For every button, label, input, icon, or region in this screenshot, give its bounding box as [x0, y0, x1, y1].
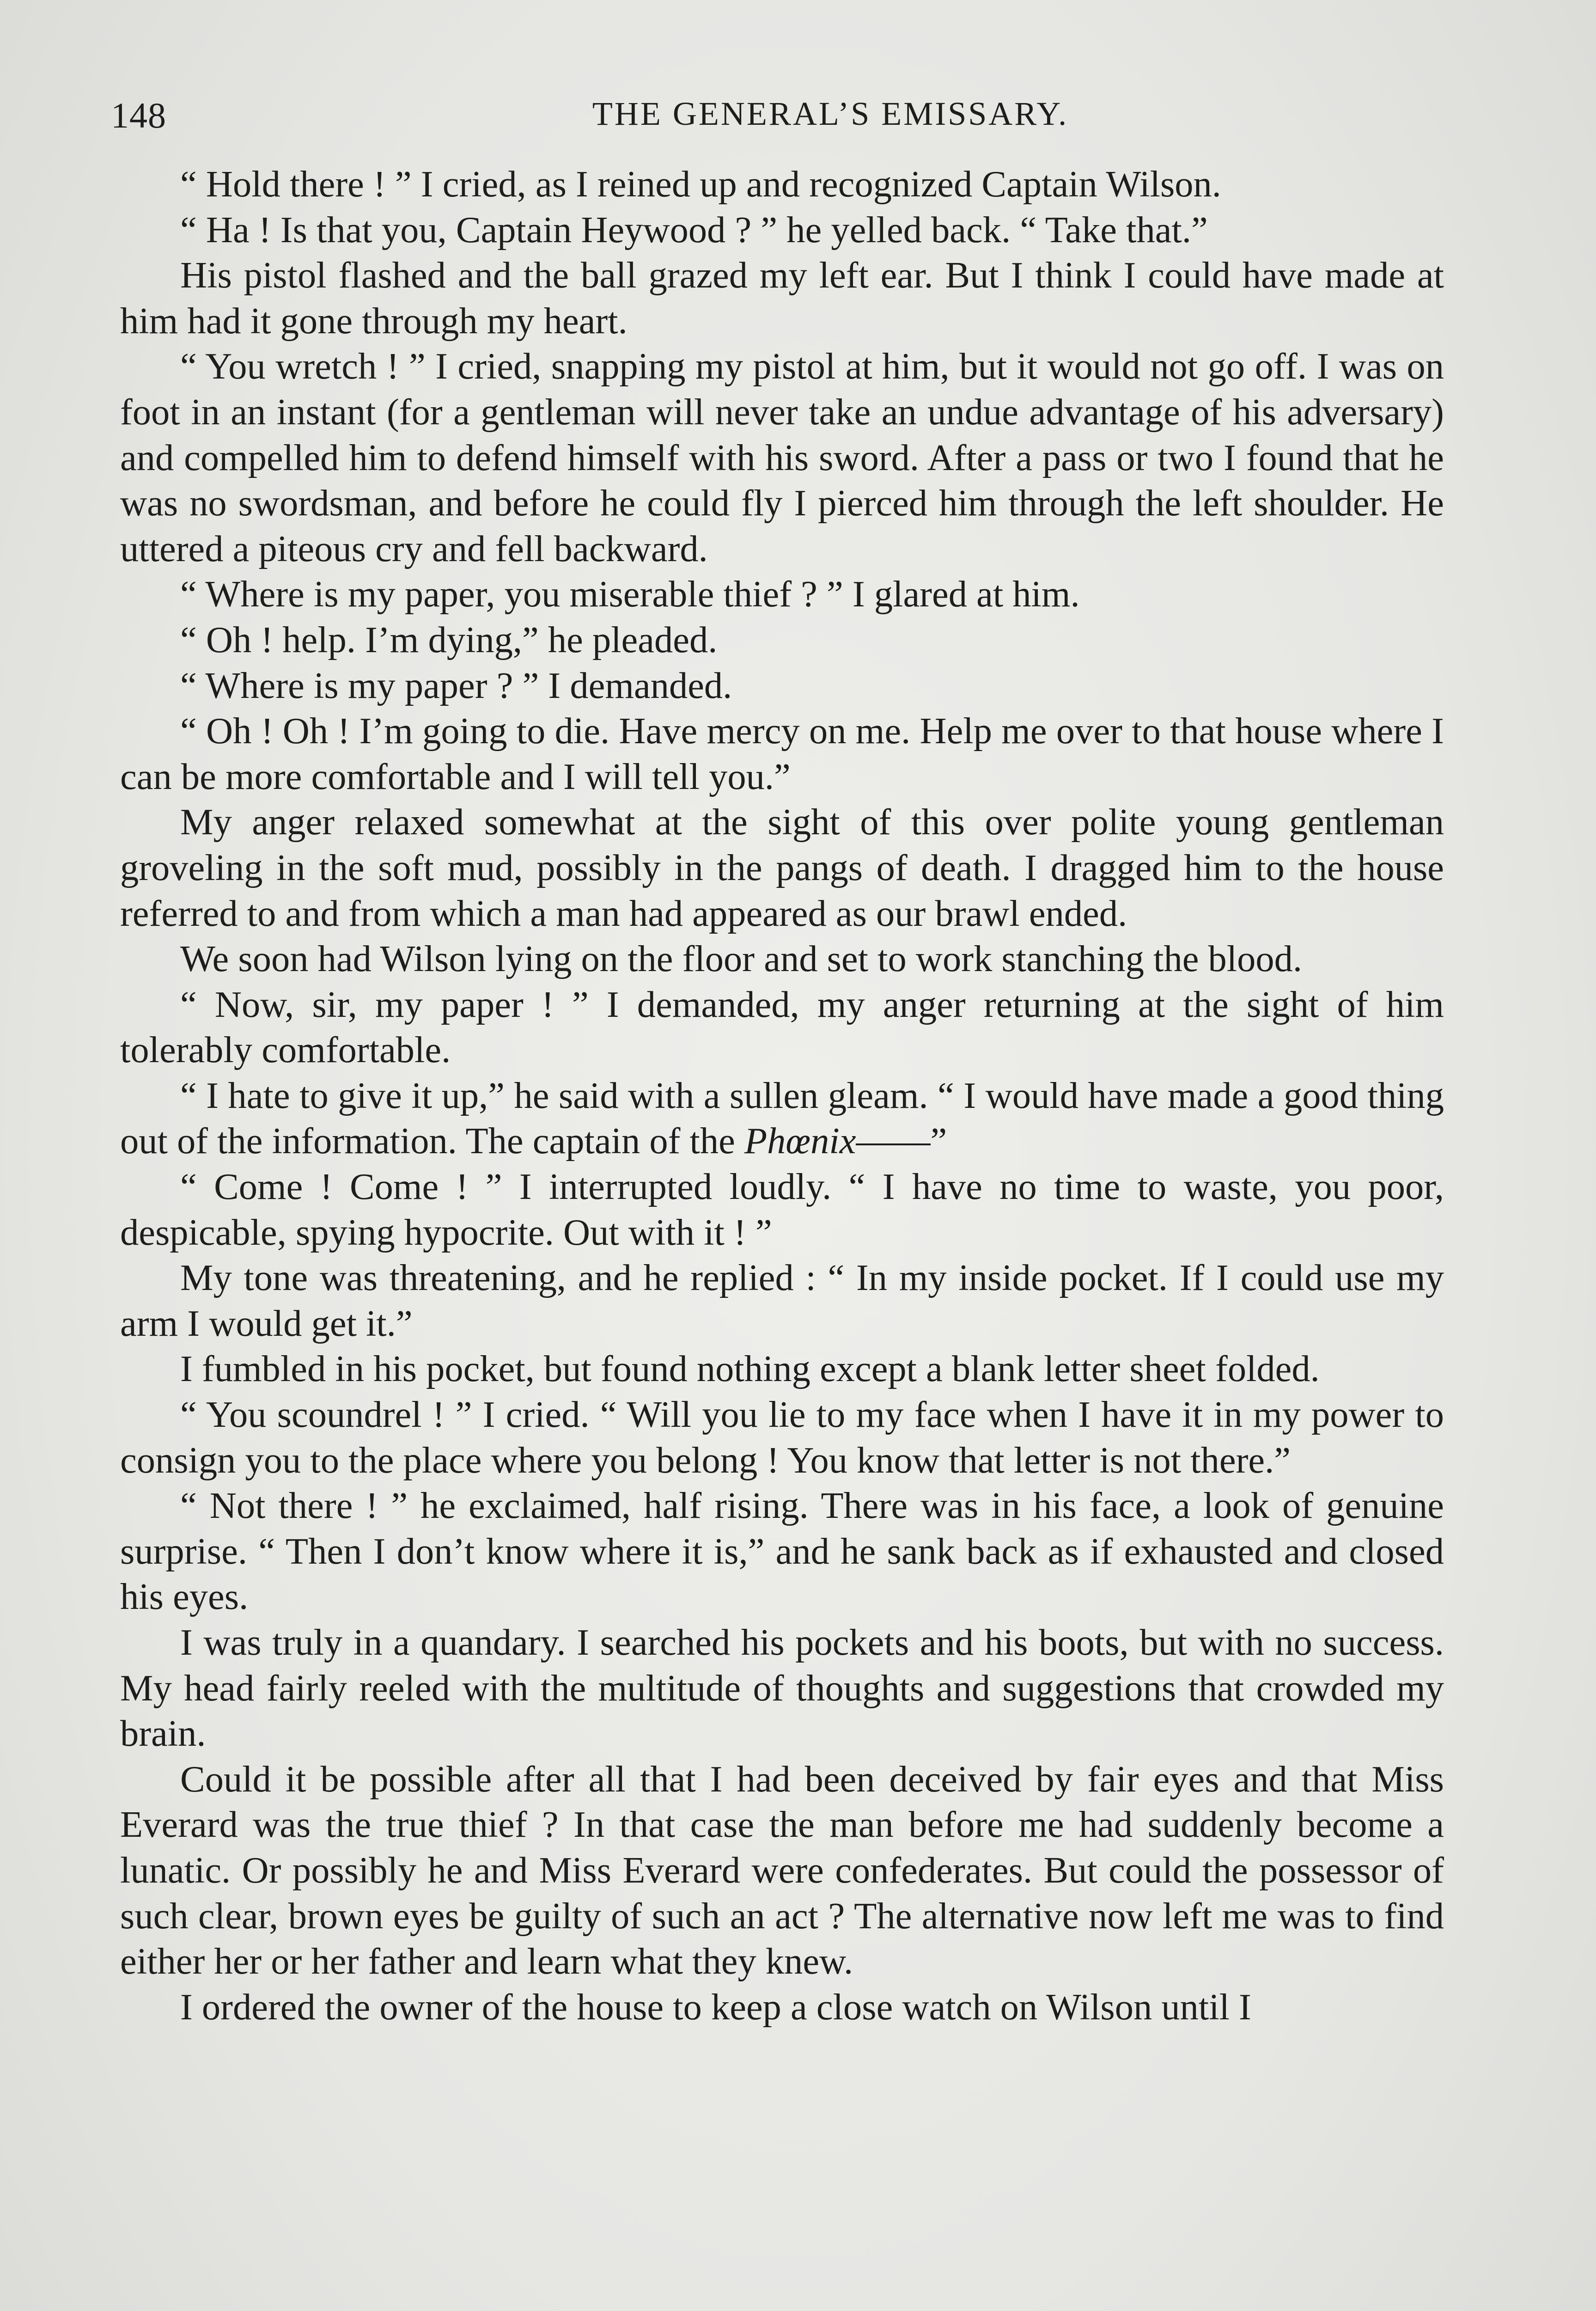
paragraph: “ Oh ! help. I’m dying,” he pleaded. [180, 619, 718, 660]
paragraph: My tone was threatening, and he replied : “ In my inside pocket. If I could use my arm I would get it.” [120, 1257, 1444, 1344]
paragraph: “ Now, sir, my paper ! ” I demanded, my anger returning at the sight of him tolerably comfortable. [120, 984, 1444, 1071]
paragraph: “ Hold there ! ” I cried, as I reined up and recognized Captain Wilson. [180, 164, 1221, 205]
paragraph: “ You wretch ! ” I cried, snapping my pistol at him, but it would not go off. I was on foot in an instant (for a gentleman will never take an undue advantage of his adversary) and compelled him to defend himself with his sword. After a pass or two I found that he was no swordsman, and before he could fly I pierced him through the left shoulder. He uttered a piteous cry and fell backward. [120, 346, 1444, 569]
paragraph: “ Where is my paper ? ” I demanded. [180, 665, 732, 706]
paragraph: His pistol flashed and the ball grazed my left ear. But I think I could have made at him had it gone through my heart. [120, 255, 1444, 342]
paragraph: I was truly in a quandary. I searched his pockets and his boots, but with no success. My head fairly reeled with the multitude of thoughts and suggestions that crowded my brain. [120, 1622, 1444, 1755]
paragraph: My anger relaxed somewhat at the sight of this over polite young gentleman groveling in the soft mud, possibly in the pangs of death. I dragged him to the house referred to and from which a man had appeared as our brawl ended. [120, 801, 1444, 934]
phoenix-text-after: ——” [856, 1120, 947, 1162]
paragraph: “ Where is my paper, you miserable thief ? ” I glared at him. [180, 574, 1080, 615]
paragraph: “ Oh ! Oh ! I’m going to die. Have mercy on me. Help me over to that house where I can be more comfortable and I will tell you.” [120, 710, 1444, 797]
body-text [120, 162, 1444, 2030]
paragraph: I fumbled in his pocket, but found nothing except a blank letter sheet folded. [180, 1348, 1320, 1390]
paragraph: We soon had Wilson lying on the floor and set to work stanching the blood. [180, 938, 1303, 980]
phoenix-text-before: “ I hate to give it up,” he said with a sullen gleam. “ I would have made a good thing out of the information. The captain of the [120, 1075, 1444, 1162]
paragraph: “ You scoundrel ! ” I cried. “ Will you lie to my face when I have it in my power to consign you to the place where you belong ! You know that letter is not there.” [120, 1394, 1444, 1481]
paragraph: I ordered the owner of the house to keep a close watch on Wilson until I [180, 1986, 1251, 2028]
page-number: 148 [111, 95, 166, 135]
paragraph: “ Ha ! Is that you, Captain Heywood ? ” he yelled back. “ Take that.” [180, 209, 1208, 251]
paragraph: Could it be possible after all that I had been deceived by fair eyes and that Miss Everard was the true thief ? In that case the man before me had suddenly become a lunatic. Or possibly he and Miss Everard were confederates. But could the possessor of such clear, brown eyes be guilty of such an act ? The alternative now left me was to find either her or her father and learn what they knew. [120, 1758, 1444, 1982]
ship-name: Phœnix [744, 1120, 856, 1162]
paragraph: “ Not there ! ” he exclaimed, half rising. There was in his face, a look of genuine surprise. “ Then I don’t know where it is,” and he sank back as if exhausted and closed his eyes. [120, 1485, 1444, 1618]
paragraph [120, 1073, 1444, 1164]
page-header [111, 95, 1457, 146]
running-head: THE GENERAL’S EMISSARY. [592, 95, 1069, 132]
paragraph: “ Come ! Come ! ” I interrupted loudly. “ I have no time to waste, you poor, despicable, spying hypocrite. Out with it ! ” [120, 1166, 1444, 1253]
